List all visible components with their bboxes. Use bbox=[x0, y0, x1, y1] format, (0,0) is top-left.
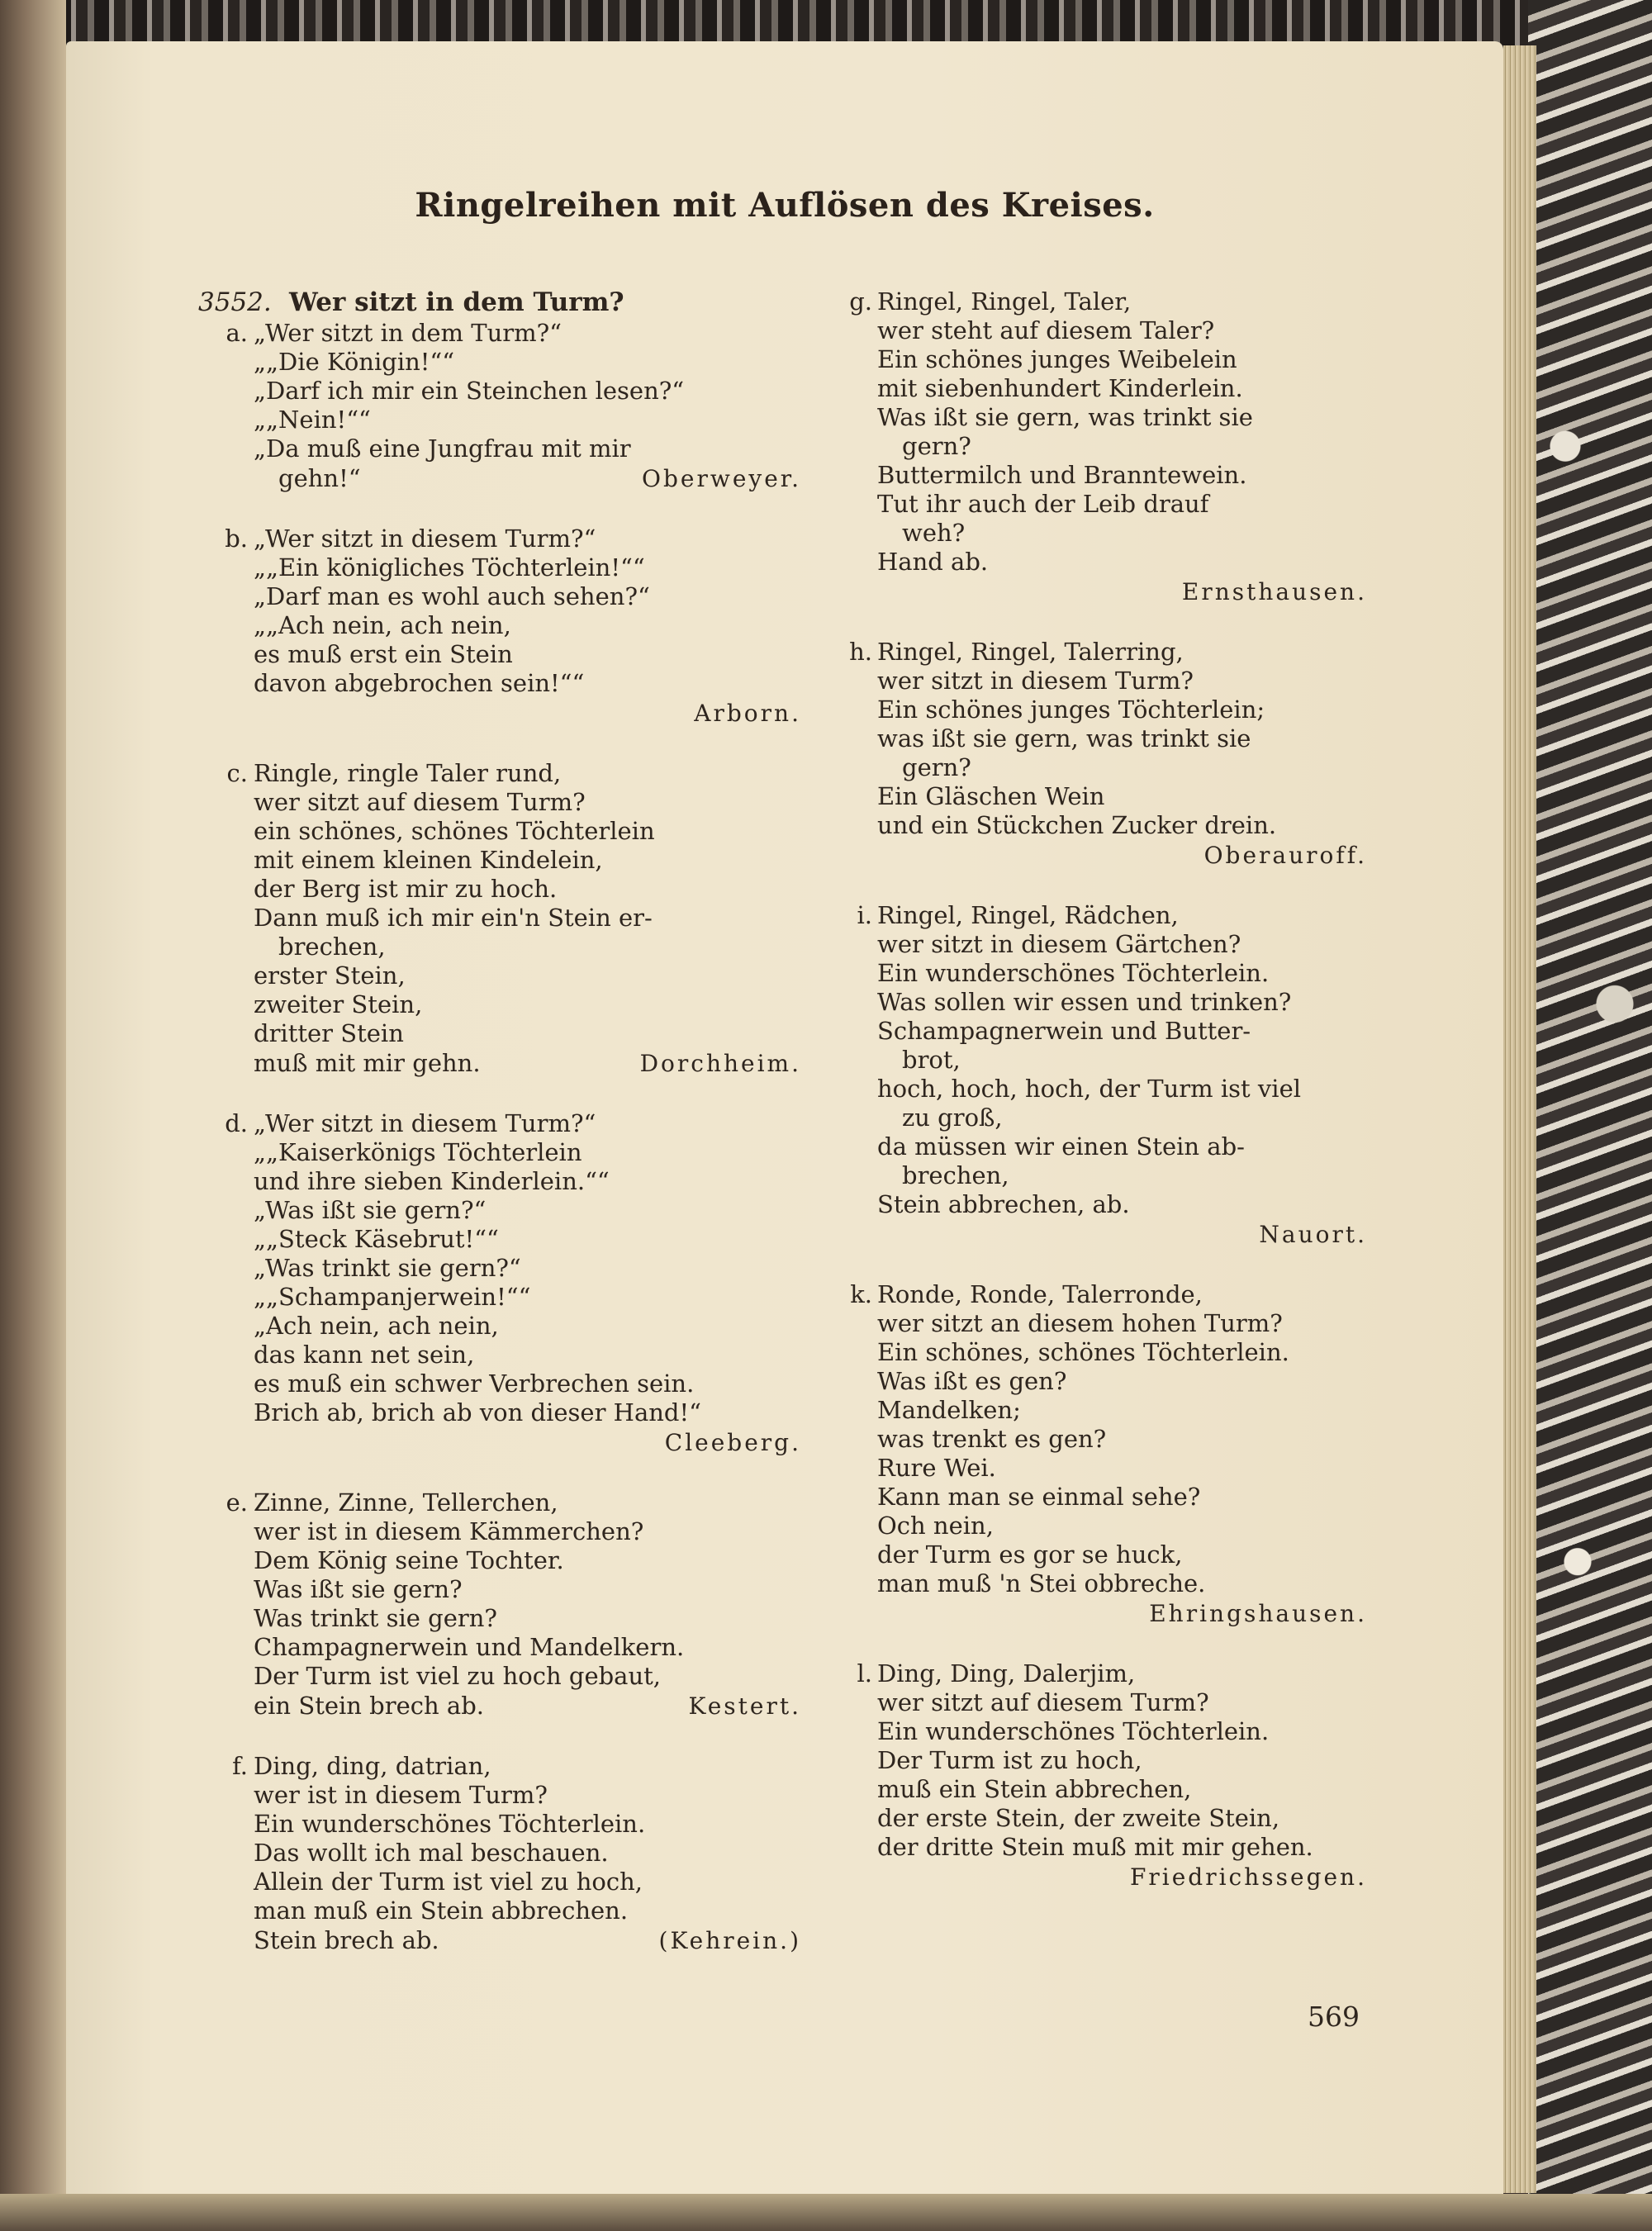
variant-l bbox=[826, 1659, 1367, 1893]
verse-line: wer sitzt in diesem Turm? bbox=[877, 667, 1194, 695]
verse-line: Brich ab, brich ab von dieser Hand!“ bbox=[254, 1398, 701, 1426]
verse-line: was trenkt es gen? bbox=[877, 1425, 1107, 1453]
verse-line: „„Die Königin!““ bbox=[254, 348, 455, 376]
verse-line: Ein wunderschönes Töchterlein. bbox=[254, 1810, 646, 1838]
variant-g bbox=[826, 287, 1367, 608]
song-heading bbox=[198, 287, 801, 317]
variant-lines bbox=[254, 319, 801, 495]
verse-line: zweiter Stein, bbox=[254, 990, 423, 1018]
verse-line: das kann net sein, bbox=[254, 1341, 475, 1369]
page-stack-edge bbox=[1503, 45, 1536, 2193]
verse-line: der Berg ist mir zu hoch. bbox=[254, 875, 558, 903]
verse-line: Der Turm ist zu hoch, bbox=[877, 1746, 1142, 1774]
verse-line: Tut ihr auch der Leib drauf bbox=[877, 490, 1209, 518]
verse-line: „Ach nein, ach nein, bbox=[254, 1312, 499, 1340]
variant-h bbox=[826, 638, 1367, 871]
verse-line: erster Stein, bbox=[254, 961, 406, 990]
variant-lines bbox=[254, 759, 801, 1080]
place-row bbox=[877, 1862, 1367, 1893]
verse-line: Ein wunderschönes Töchterlein. bbox=[877, 1717, 1270, 1745]
place-name: Kestert. bbox=[688, 1692, 801, 1720]
verse-line: ein Stein brech ab. bbox=[254, 1692, 484, 1720]
place-row bbox=[877, 1598, 1367, 1630]
variant-letter: e. bbox=[225, 1488, 248, 1517]
variant-d bbox=[198, 1109, 801, 1459]
place-name: Ernsthausen. bbox=[1181, 578, 1367, 605]
book-top-edge bbox=[0, 0, 1652, 45]
verse-line: Dem König seine Tochter. bbox=[254, 1546, 564, 1574]
verse-line: „Wer sitzt in diesem Turm?“ bbox=[254, 525, 596, 553]
verse-line: Ringle, ringle Taler rund, bbox=[254, 759, 562, 787]
verse-line: Was ißt sie gern? bbox=[254, 1575, 463, 1603]
place-name: Cleeberg. bbox=[664, 1429, 801, 1456]
verse-line: „Darf ich mir ein Steinchen lesen?“ bbox=[254, 377, 685, 405]
variant-lines bbox=[877, 901, 1367, 1251]
verse-line: man muß 'n Stei obbreche. bbox=[877, 1569, 1206, 1597]
place-row bbox=[254, 698, 801, 729]
verse-line: „„Nein!““ bbox=[254, 406, 371, 434]
verse-line: „Da muß eine Jungfrau mit mir bbox=[254, 434, 631, 463]
verse-line: brot, bbox=[902, 1046, 961, 1074]
verse-line: Ronde, Ronde, Talerronde, bbox=[877, 1280, 1203, 1308]
verse-line: Zinne, Zinne, Tellerchen, bbox=[254, 1488, 558, 1517]
variant-f bbox=[198, 1752, 801, 1957]
verse-line: Schampagnerwein und Butter- bbox=[877, 1017, 1251, 1045]
place-row bbox=[877, 840, 1367, 871]
variant-a bbox=[198, 319, 801, 495]
verse-line: Hand ab. bbox=[877, 548, 989, 576]
place-name: (Kehrein.) bbox=[658, 1927, 801, 1954]
verse-line: „Darf man es wohl auch sehen?“ bbox=[254, 582, 650, 610]
verse-line-with-place bbox=[254, 463, 801, 495]
verse-line: Allein der Turm ist viel zu hoch, bbox=[254, 1868, 643, 1896]
variant-lines bbox=[254, 1488, 801, 1722]
verse-line: wer ist in diesem Kämmerchen? bbox=[254, 1517, 644, 1545]
place-name: Ehringshausen. bbox=[1149, 1600, 1367, 1627]
book-bottom-edge bbox=[0, 2194, 1652, 2231]
verse-line-with-place bbox=[254, 1925, 801, 1957]
left-column bbox=[198, 287, 801, 1987]
verse-line-with-place bbox=[254, 1048, 801, 1080]
book-left-edge bbox=[0, 0, 66, 2231]
variant-letter: d. bbox=[225, 1109, 248, 1137]
verse-line: gehn!“ bbox=[278, 464, 361, 492]
verse-line: Ringel, Ringel, Taler, bbox=[877, 287, 1132, 316]
verse-line: wer steht auf diesem Taler? bbox=[877, 316, 1215, 344]
verse-line: der Turm es gor se huck, bbox=[877, 1540, 1183, 1569]
verse-line: Ein wunderschönes Töchterlein. bbox=[877, 959, 1270, 987]
variant-letter: i. bbox=[857, 901, 872, 929]
verse-line: „„Kaiserkönigs Töchterlein bbox=[254, 1138, 582, 1166]
verse-line: „Wer sitzt in diesem Turm?“ bbox=[254, 1109, 596, 1137]
verse-line: wer sitzt in diesem Gärtchen? bbox=[877, 930, 1241, 958]
verse-line: „Was ißt sie gern?“ bbox=[254, 1196, 487, 1224]
verse-line: zu groß, bbox=[902, 1104, 1003, 1132]
variant-lines bbox=[254, 525, 801, 729]
right-variants bbox=[826, 287, 1367, 1893]
verse-line: muß mit mir gehn. bbox=[254, 1049, 481, 1077]
variant-lines bbox=[254, 1109, 801, 1459]
verse-line-with-place bbox=[254, 1691, 801, 1722]
variant-letter: g. bbox=[849, 287, 872, 316]
verse-line: Buttermilch und Branntewein. bbox=[877, 461, 1247, 489]
verse-line: Was ißt es gen? bbox=[877, 1367, 1067, 1395]
variant-lines bbox=[877, 287, 1367, 608]
page-title: Ringelreihen mit Auflösen des Kreises. bbox=[415, 186, 1155, 225]
verse-line: Ein schönes junges Töchterlein; bbox=[877, 695, 1265, 724]
verse-line: wer sitzt an diesem hohen Turm? bbox=[877, 1309, 1283, 1337]
verse-line: Der Turm ist viel zu hoch gebaut, bbox=[254, 1662, 662, 1690]
verse-line: es muß ein schwer Verbrechen sein. bbox=[254, 1369, 695, 1398]
verse-line: Ein Gläschen Wein bbox=[877, 782, 1105, 810]
variant-letter: c. bbox=[226, 759, 248, 787]
verse-line: Was ißt sie gern, was trinkt sie bbox=[877, 403, 1253, 431]
verse-line: der erste Stein, der zweite Stein, bbox=[877, 1804, 1280, 1832]
variant-letter: l. bbox=[857, 1659, 872, 1687]
verse-line: der dritte Stein muß mit mir gehen. bbox=[877, 1833, 1313, 1861]
variant-i bbox=[826, 901, 1367, 1251]
page-number: 569 bbox=[1308, 2001, 1360, 2033]
book-page bbox=[66, 41, 1503, 2197]
verse-line: da müssen wir einen Stein ab- bbox=[877, 1132, 1245, 1161]
variant-letter: f. bbox=[232, 1752, 248, 1780]
variant-letter: h. bbox=[849, 638, 872, 666]
variant-letter: k. bbox=[850, 1280, 872, 1308]
verse-line: und ihre sieben Kinderlein.““ bbox=[254, 1167, 610, 1195]
verse-line: und ein Stückchen Zucker drein. bbox=[877, 811, 1277, 839]
verse-line: man muß ein Stein abbrechen. bbox=[254, 1896, 629, 1925]
verse-line: davon abgebrochen sein!““ bbox=[254, 669, 585, 697]
verse-line: Ding, ding, datrian, bbox=[254, 1752, 491, 1780]
variant-lines bbox=[254, 1752, 801, 1957]
verse-line: Das wollt ich mal beschauen. bbox=[254, 1839, 609, 1867]
place-name: Oberauroff. bbox=[1203, 842, 1367, 869]
verse-line: brechen, bbox=[902, 1161, 1009, 1189]
verse-line: ein schönes, schönes Töchterlein bbox=[254, 817, 655, 845]
variant-c bbox=[198, 759, 801, 1080]
verse-line: gern? bbox=[902, 432, 971, 460]
place-name: Arborn. bbox=[694, 700, 801, 727]
verse-line: hoch, hoch, hoch, der Turm ist viel bbox=[877, 1075, 1302, 1103]
verse-line: wer sitzt auf diesem Turm? bbox=[877, 1688, 1209, 1716]
place-name: Dorchheim. bbox=[639, 1050, 801, 1077]
variant-letter: b. bbox=[225, 525, 248, 553]
verse-line: mit einem kleinen Kindelein, bbox=[254, 846, 603, 874]
verse-line: mit siebenhundert Kinderlein. bbox=[877, 374, 1243, 402]
verse-line: Stein abbrechen, ab. bbox=[877, 1190, 1130, 1218]
place-row bbox=[877, 577, 1367, 608]
variant-e bbox=[198, 1488, 801, 1722]
place-name: Oberweyer. bbox=[642, 465, 801, 492]
verse-line: wer ist in diesem Turm? bbox=[254, 1781, 548, 1809]
verse-line: Mandelken; bbox=[877, 1396, 1021, 1424]
verse-line: was ißt sie gern, was trinkt sie bbox=[877, 724, 1251, 752]
verse-line: „Wer sitzt in dem Turm?“ bbox=[254, 319, 563, 347]
variant-b bbox=[198, 525, 801, 729]
verse-line: gern? bbox=[902, 753, 971, 781]
verse-line: „Was trinkt sie gern?“ bbox=[254, 1254, 521, 1282]
verse-line: Ein schönes, schönes Töchterlein. bbox=[877, 1338, 1289, 1366]
verse-line: Champagnerwein und Mandelkern. bbox=[254, 1633, 685, 1661]
verse-line: Och nein, bbox=[877, 1512, 994, 1540]
verse-line: Ding, Ding, Dalerjim, bbox=[877, 1659, 1136, 1687]
verse-line: wer sitzt auf diesem Turm? bbox=[254, 788, 586, 816]
verse-line: Ringel, Ringel, Rädchen, bbox=[877, 901, 1179, 929]
verse-line: es muß erst ein Stein bbox=[254, 640, 513, 668]
verse-line: Dann muß ich mir ein'n Stein er- bbox=[254, 904, 653, 932]
verse-line: Was sollen wir essen und trinken? bbox=[877, 988, 1292, 1016]
place-row bbox=[254, 1427, 801, 1459]
song-number: 3552. bbox=[198, 287, 272, 317]
verse-line: „„Steck Käsebrut!““ bbox=[254, 1225, 499, 1253]
place-name: Nauort. bbox=[1259, 1221, 1367, 1248]
book-marbled-cover bbox=[1528, 0, 1652, 2231]
place-row bbox=[877, 1219, 1367, 1251]
verse-line: Was trinkt sie gern? bbox=[254, 1604, 497, 1632]
verse-line: Rure Wei. bbox=[877, 1454, 996, 1482]
verse-line: muß ein Stein abbrechen, bbox=[877, 1775, 1192, 1803]
verse-line: „„Schampanjerwein!““ bbox=[254, 1283, 531, 1311]
verse-line: „„Ach nein, ach nein, bbox=[254, 611, 511, 639]
song-title: Wer sitzt in dem Turm? bbox=[289, 287, 624, 317]
variant-letter: a. bbox=[225, 319, 248, 347]
variant-lines bbox=[877, 1659, 1367, 1893]
place-name: Friedrichssegen. bbox=[1129, 1863, 1367, 1891]
verse-line: Ringel, Ringel, Talerring, bbox=[877, 638, 1184, 666]
verse-line: dritter Stein bbox=[254, 1019, 404, 1047]
variant-lines bbox=[877, 1280, 1367, 1630]
verse-line: weh? bbox=[902, 519, 966, 547]
left-variants bbox=[198, 319, 801, 1957]
verse-line: Stein brech ab. bbox=[254, 1926, 439, 1954]
verse-line: Kann man se einmal sehe? bbox=[877, 1483, 1201, 1511]
right-column bbox=[826, 287, 1367, 1923]
variant-k bbox=[826, 1280, 1367, 1630]
variant-lines bbox=[877, 638, 1367, 871]
verse-line: Ein schönes junges Weibelein bbox=[877, 345, 1237, 373]
verse-line: „„Ein königliches Töchterlein!““ bbox=[254, 553, 645, 581]
verse-line: brechen, bbox=[278, 933, 386, 961]
